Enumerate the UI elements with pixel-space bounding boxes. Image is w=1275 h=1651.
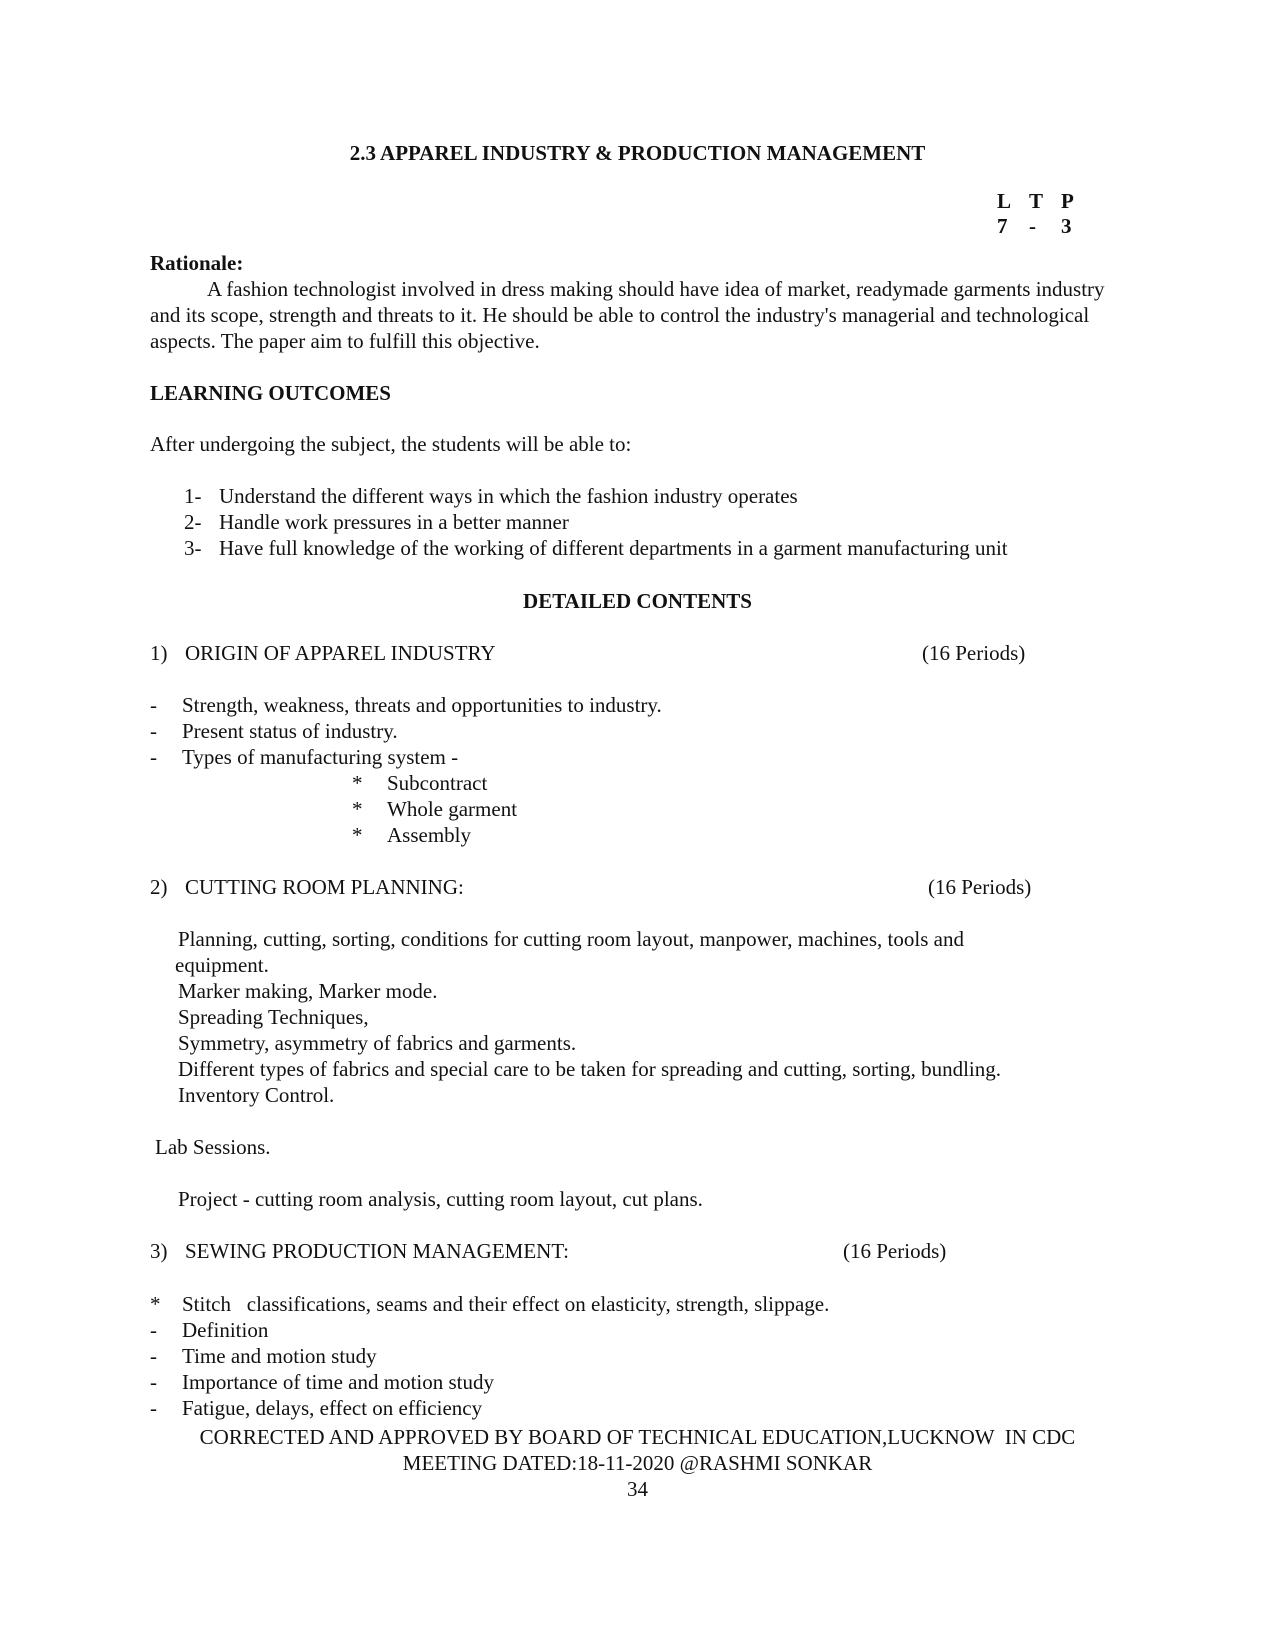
section1-bullet: - Present status of industry.: [150, 719, 398, 743]
ltp-header-l: L: [997, 189, 1012, 213]
ltp-value-t: -: [1029, 214, 1036, 238]
ltp-value-p: 3: [1061, 214, 1072, 238]
section1-header: 1) ORIGIN OF APPAREL INDUSTRY: [150, 641, 496, 665]
section1-sub-item: * Whole garment: [352, 797, 518, 821]
section2-line: Spreading Techniques,: [178, 1005, 369, 1029]
section2-line: Inventory Control.: [178, 1083, 335, 1107]
section2-header: 2) CUTTING ROOM PLANNING:: [150, 875, 464, 899]
rationale-heading: Rationale:: [150, 251, 244, 275]
section1-sub-item: * Subcontract: [352, 771, 488, 795]
outcome-item: 1- Understand the different ways in which the fashion industry operates: [184, 484, 798, 508]
section1-bullet: - Strength, weakness, threats and opportunities to industry.: [150, 693, 662, 717]
rationale-body: A fashion technologist involved in dress making should have idea of market, readymade garments industry and its scope, strength and threats to it. He should be able to control the industry's managerial and technological aspects. The paper aim to fulfill this objective.: [150, 277, 1105, 353]
section3-header: 3) SEWING PRODUCTION MANAGEMENT:: [150, 1239, 569, 1263]
ltp-value-row: [997, 213, 1093, 239]
outcome-item: 3- Have full knowledge of the working of different departments in a garment manufacturing unit: [184, 536, 1008, 560]
project-line: Project - cutting room analysis, cutting room layout, cut plans.: [178, 1187, 703, 1211]
section2-line: Marker making, Marker mode.: [178, 979, 438, 1003]
ltp-header-t: T: [1029, 189, 1044, 213]
section2-periods: (16 Periods): [928, 875, 1032, 899]
detailed-contents-heading: DETAILED CONTENTS: [523, 589, 752, 613]
learning-outcomes-intro: After undergoing the subject, the students will be able to:: [150, 432, 632, 456]
section2-line: equipment.: [175, 953, 269, 977]
section2-line: Different types of fabrics and special care to be taken for spreading and cutting, sorting, bundling.: [178, 1057, 1002, 1081]
section1-bullet: - Types of manufacturing system -: [150, 745, 459, 769]
section3-bullet: - Time and motion study: [150, 1344, 377, 1368]
ltp-header-row: [997, 188, 1093, 214]
section2-line: Planning, cutting, sorting, conditions for cutting room layout, manpower, machines, tools and: [178, 927, 964, 951]
ltp-value-l: 7: [997, 214, 1008, 238]
page-number: 34: [627, 1477, 648, 1501]
section3-bullet: - Fatigue, delays, effect on efficiency: [150, 1396, 483, 1420]
footer-line-1: CORRECTED AND APPROVED BY BOARD OF TECHNICAL EDUCATION,LUCKNOW IN CDC: [199, 1425, 1076, 1449]
learning-outcomes-heading: LEARNING OUTCOMES: [150, 381, 391, 405]
lab-sessions-heading: Lab Sessions.: [155, 1135, 271, 1159]
footer-line-2: MEETING DATED:18-11-2020 @RASHMI SONKAR: [402, 1451, 873, 1475]
section3-star-item: * Stitch classifications, seams and their effect on elasticity, strength, slippage.: [150, 1292, 830, 1316]
section3-bullet: - Importance of time and motion study: [150, 1370, 495, 1394]
rationale-text: [150, 276, 1140, 354]
section1-sub-item: * Assembly: [352, 823, 471, 847]
page-title: 2.3 APPAREL INDUSTRY & PRODUCTION MANAGEMENT: [349, 141, 926, 165]
section1-title: ORIGIN OF APPAREL INDUSTRY: [185, 641, 496, 665]
section2-line: Symmetry, asymmetry of fabrics and garments.: [178, 1031, 577, 1055]
section3-title: SEWING PRODUCTION MANAGEMENT:: [185, 1239, 569, 1263]
section1-periods: (16 Periods): [922, 641, 1026, 665]
section3-bullet: - Definition: [150, 1318, 269, 1342]
section2-title: CUTTING ROOM PLANNING:: [185, 875, 464, 899]
outcome-item: 2- Handle work pressures in a better manner: [184, 510, 569, 534]
section3-periods: (16 Periods): [843, 1239, 947, 1263]
ltp-header-p: P: [1061, 189, 1074, 213]
